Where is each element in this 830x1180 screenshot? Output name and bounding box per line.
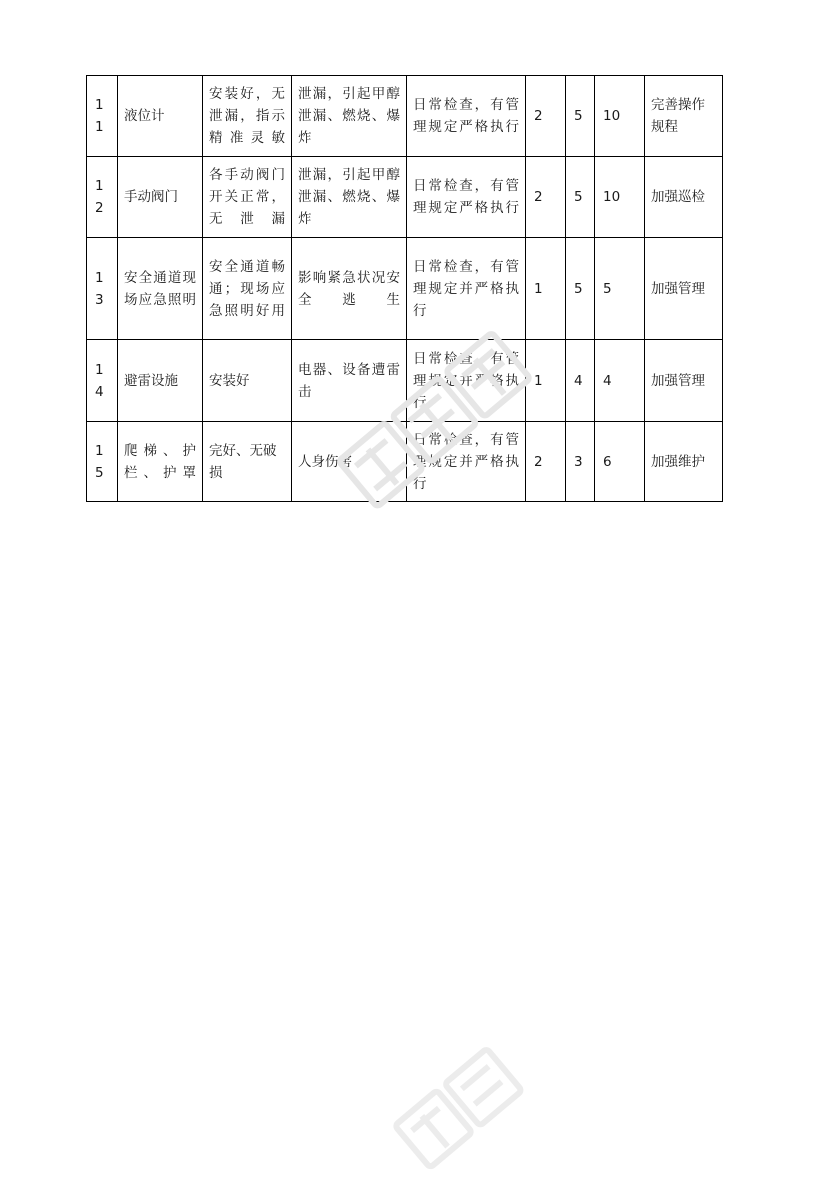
standard-cell: 安装好 [203,340,292,422]
suggestion-cell: 加强巡检 [645,157,723,238]
severity-cell: 5 [566,157,595,238]
consequence-cell: 人身伤害 [292,422,407,502]
risk-value-cell: 5 [595,238,645,340]
check-item: 液位计 [118,76,203,157]
risk-value-cell: 10 [595,76,645,157]
table-row [87,422,723,502]
row-number: 11 [87,76,118,157]
likelihood-cell: 2 [526,422,566,502]
risk-value-cell: 4 [595,340,645,422]
standard-cell: 安装好，无泄漏，指示精准灵敏 [203,76,292,157]
consequence-cell: 电器、设备遭雷击 [292,340,407,422]
control-measure-cell: 日常检查，有管理规定严格执行 [407,157,526,238]
row-number: 14 [87,340,118,422]
suggestion-cell: 完善操作规程 [645,76,723,157]
suggestion-cell: 加强管理 [645,340,723,422]
likelihood-cell: 2 [526,157,566,238]
risk-value-cell: 10 [595,157,645,238]
suggestion-cell: 加强管理 [645,238,723,340]
standard-cell: 各手动阀门开关正常，无泄漏 [203,157,292,238]
check-item: 安全通道现场应急照明 [118,238,203,340]
standard-cell: 完好、无破损 [203,422,292,502]
severity-cell: 5 [566,76,595,157]
table-row [87,76,723,157]
table-row [87,157,723,238]
row-number: 15 [87,422,118,502]
row-number: 13 [87,238,118,340]
control-measure-cell: 日常检查，有管理规定并严格执行 [407,340,526,422]
likelihood-cell: 1 [526,238,566,340]
consequence-cell: 泄漏，引起甲醇泄漏、燃烧、爆炸 [292,76,407,157]
suggestion-cell: 加强维护 [645,422,723,502]
severity-cell: 4 [566,340,595,422]
row-number: 12 [87,157,118,238]
severity-cell: 3 [566,422,595,502]
severity-cell: 5 [566,238,595,340]
table-row [87,238,723,340]
consequence-cell: 影响紧急状况安全逃生 [292,238,407,340]
watermark-stamp-icon [380,1040,540,1180]
risk-assessment-table [86,75,723,502]
likelihood-cell: 1 [526,340,566,422]
check-item: 爬梯、护栏、护罩 [118,422,203,502]
control-measure-cell: 日常检查，有管理规定并严格执行 [407,238,526,340]
control-measure-cell: 日常检查，有管理规定并严格执行 [407,422,526,502]
standard-cell: 安全通道畅通；现场应急照明好用 [203,238,292,340]
check-item: 避雷设施 [118,340,203,422]
risk-value-cell: 6 [595,422,645,502]
control-measure-cell: 日常检查，有管理规定严格执行 [407,76,526,157]
consequence-cell: 泄漏，引起甲醇泄漏、燃烧、爆炸 [292,157,407,238]
table-row [87,340,723,422]
check-item: 手动阀门 [118,157,203,238]
likelihood-cell: 2 [526,76,566,157]
